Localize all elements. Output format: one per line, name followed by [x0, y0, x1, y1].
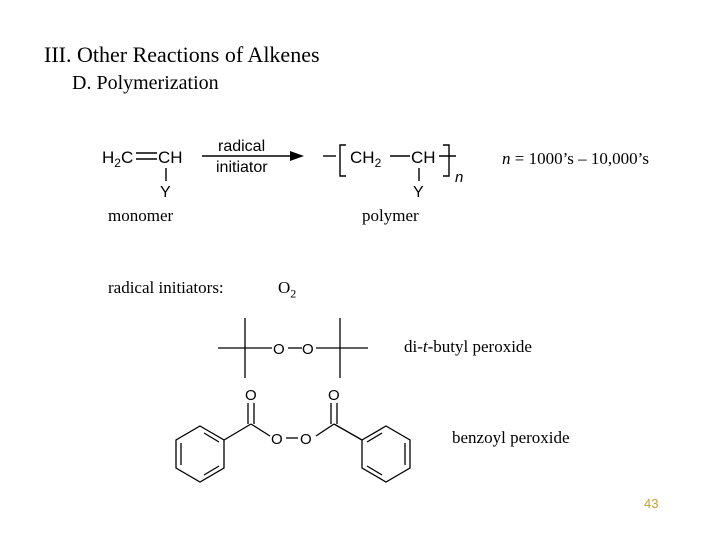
slide-subtitle: D. Polymerization — [72, 72, 219, 94]
dtbp-label — [404, 337, 532, 357]
n-value: = 1000’s – 10,000’s — [510, 149, 650, 168]
dtbp-italic: t — [422, 337, 428, 356]
dtbp-prefix: di- — [404, 337, 423, 356]
bzp-o2: O — [300, 431, 312, 448]
bzp-label: benzoyl peroxide — [452, 428, 570, 447]
bzp-o1: O — [271, 431, 283, 448]
monomer-label: monomer — [108, 206, 174, 225]
bzp-structure — [176, 403, 410, 482]
left-bracket — [340, 145, 346, 176]
monomer-h2c: $H_2C$ — [102, 148, 134, 170]
bzp-carbonyl-o1: O — [245, 387, 257, 404]
reaction-arrow-head — [290, 151, 304, 161]
o2-o: O — [278, 278, 291, 297]
right-bracket — [443, 145, 449, 176]
dtbp-structure — [218, 318, 368, 378]
bzp-carbonyl-o2: O — [328, 387, 340, 404]
dtbp-suffix: -butyl peroxide — [427, 337, 532, 356]
polymer-label: polymer — [362, 206, 419, 225]
degree-of-polymerization — [502, 149, 649, 169]
monomer-y: Y — [160, 184, 171, 201]
polymer-ch2: $CH_2$ — [350, 148, 382, 170]
dtbp-o2: O — [302, 341, 314, 358]
polymer-ch: CH — [411, 148, 436, 167]
oxygen-formula — [278, 278, 296, 301]
initiators-label: radical initiators: — [108, 278, 224, 297]
dtbp-o1: O — [273, 341, 285, 358]
o2-sub: 2 — [290, 286, 297, 301]
slide-title: III. Other Reactions of Alkenes — [44, 42, 320, 67]
arrow-label-top: radical — [218, 138, 266, 155]
arrow-label-bottom: initiator — [216, 159, 268, 176]
n-symbol: n — [502, 149, 511, 168]
monomer-ch: CH — [158, 148, 183, 167]
page-number: 43 — [644, 496, 659, 511]
polymer-y: Y — [413, 184, 424, 201]
repeat-n: n — [455, 169, 464, 186]
